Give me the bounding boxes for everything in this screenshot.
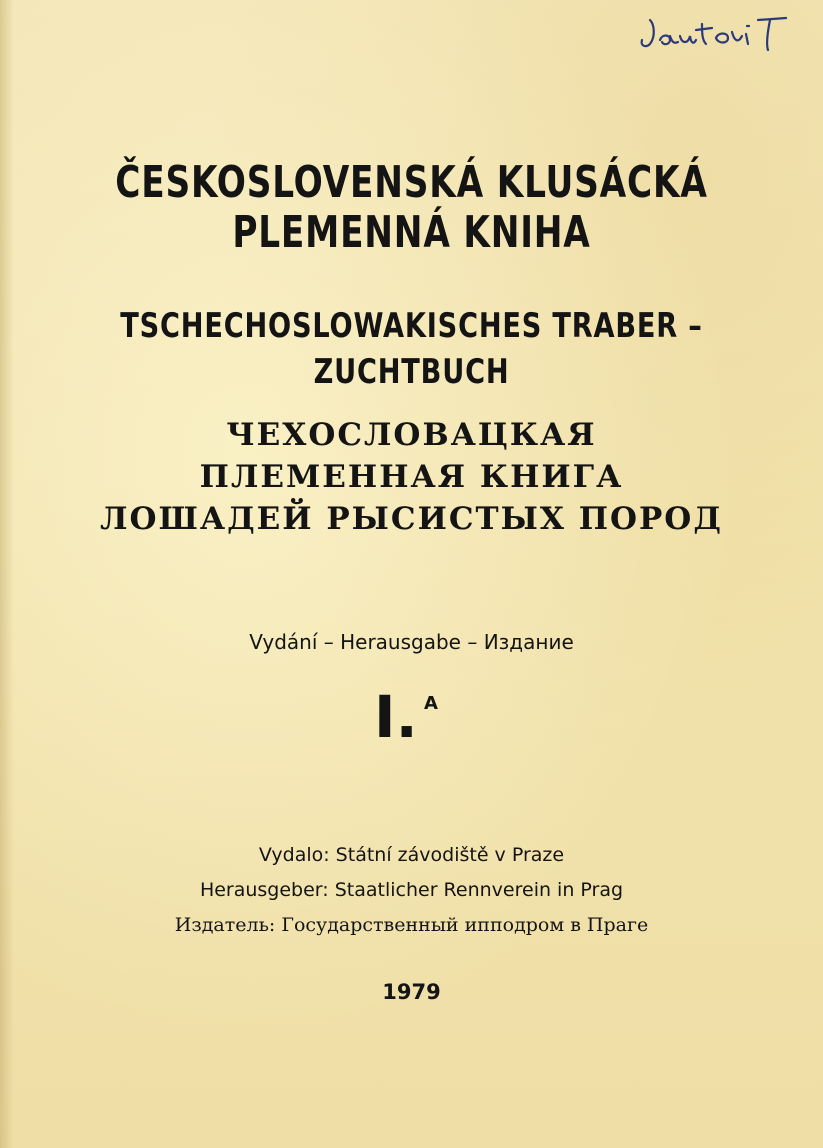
title-german bbox=[0, 303, 823, 395]
publisher-german: Herausgeber: Staatlicher Rennverein in Prag bbox=[199, 879, 624, 901]
title-czech-line-2: PLEMENNÁ KNIHA bbox=[232, 207, 591, 258]
volume-suffix: A bbox=[424, 693, 438, 714]
title-german-line-1: TSCHECHOSLOWAKISCHES TRABER – bbox=[120, 306, 703, 346]
publisher-czech: Vydalo: Státní závodiště v Praze bbox=[258, 844, 565, 866]
title-german-line-2: ZUCHTBUCH bbox=[313, 352, 510, 392]
title-russian bbox=[0, 414, 823, 540]
title-russian-line-2: ПЛЕМЕННАЯ КНИГА bbox=[199, 459, 624, 495]
handwritten-signature bbox=[636, 14, 806, 54]
title-russian-line-1: ЧЕХОСЛОВАЦКАЯ bbox=[226, 417, 597, 453]
year-block bbox=[0, 980, 823, 1004]
edition-label-block bbox=[0, 630, 823, 654]
publication-year: 1979 bbox=[382, 980, 441, 1004]
publisher-block bbox=[0, 838, 823, 943]
title-czech-line-1: ČESKOSLOVENSKÁ KLUSÁCKÁ bbox=[115, 157, 708, 208]
title-russian-line-3: ЛОШАДЕЙ РЫСИСТЫХ ПОРОД bbox=[100, 501, 723, 537]
title-czech bbox=[0, 158, 823, 258]
publisher-russian: Издатель: Государственный ипподром в Праге bbox=[174, 914, 649, 936]
volume-number: I. bbox=[374, 683, 418, 751]
edition-label: Vydání – Herausgabe – Издание bbox=[249, 630, 574, 654]
